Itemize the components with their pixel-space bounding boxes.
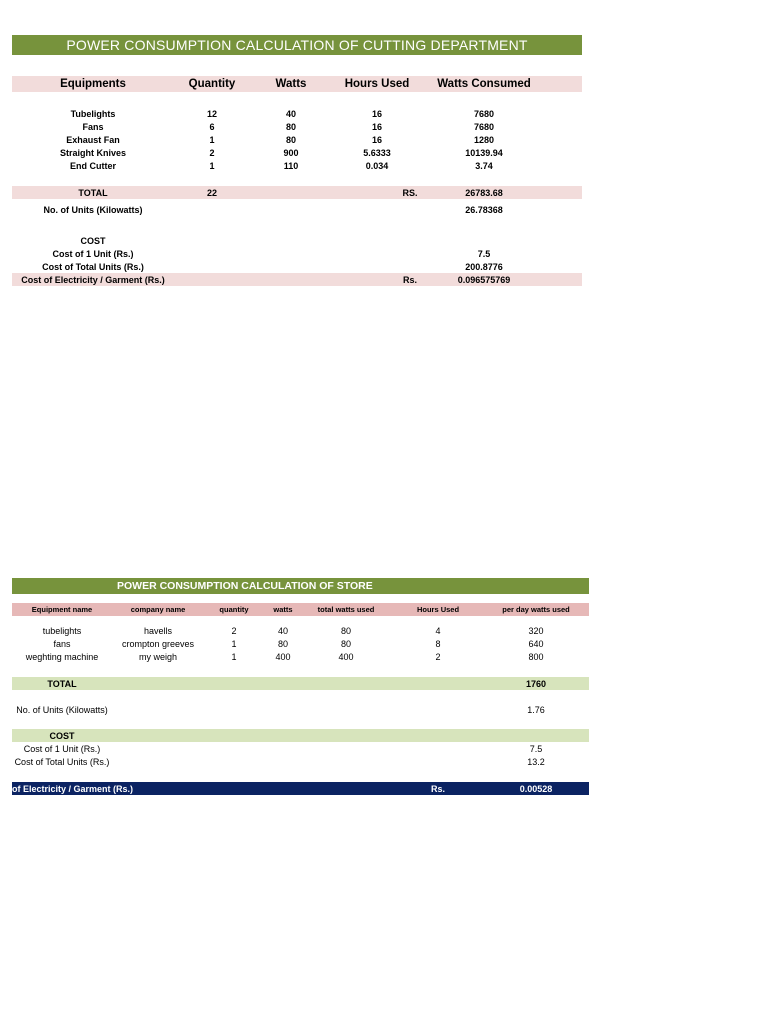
cell-per-day: 640: [528, 639, 544, 649]
cell-total-watts: 80: [340, 626, 352, 636]
cell-consumed: 7680: [473, 109, 495, 119]
cell-quantity: 1: [231, 639, 237, 649]
cell-equipment: tubelights: [42, 626, 82, 636]
cell-per-day: 320: [528, 626, 544, 636]
cell-per-day: 800: [528, 652, 544, 662]
cell-hours: 5.6333: [363, 148, 391, 158]
cutting-cost-unit-label: Cost of 1 Unit (Rs.): [52, 249, 134, 259]
cutting-title: POWER CONSUMPTION CALCULATION OF CUTTING DEPARTMENT: [12, 35, 582, 55]
cell-quantity: 2: [231, 626, 237, 636]
cell-hours: 16: [371, 109, 383, 119]
cutting-header-quantity: Quantity: [188, 78, 236, 90]
cell-equipment: Straight Knives: [59, 148, 127, 158]
store-units-label: No. of Units (Kilowatts): [16, 705, 108, 715]
store-header-company: company name: [130, 605, 186, 614]
cell-consumed: 1280: [473, 135, 495, 145]
cell-hours: 16: [371, 135, 383, 145]
cell-equipment: weghting machine: [25, 652, 99, 662]
store-units-value: 1.76: [527, 705, 545, 715]
store-header-quantity: quantity: [219, 605, 249, 614]
cell-consumed: 10139.94: [465, 148, 503, 158]
cutting-cost-garment-currency: Rs.: [402, 275, 418, 285]
cell-company: havells: [143, 626, 173, 636]
store-total-value: 1760: [525, 679, 547, 689]
store-header-equipment: Equipment name: [31, 605, 93, 614]
cell-equipment: Exhaust Fan: [66, 135, 120, 145]
store-cost-garment-currency: Rs.: [430, 784, 446, 794]
store-header-row: [12, 603, 589, 616]
cutting-cost-garment-label: Cost of Electricity / Garment (Rs.): [21, 275, 165, 285]
cell-quantity: 12: [206, 109, 218, 119]
cutting-header-hours: Hours Used: [344, 78, 410, 90]
cell-total-watts: 80: [340, 639, 352, 649]
cutting-cost-total-label: Cost of Total Units (Rs.): [42, 262, 144, 272]
cell-quantity: 1: [209, 135, 215, 145]
cutting-header-consumed: Watts Consumed: [437, 78, 531, 90]
cutting-total-quantity: 22: [206, 188, 218, 198]
cell-hours: 0.034: [365, 161, 389, 171]
cell-consumed: 7680: [473, 122, 495, 132]
cell-equipment: Tubelights: [70, 109, 116, 119]
cell-equipment: Fans: [82, 122, 104, 132]
cell-total-watts: 400: [338, 652, 354, 662]
cell-watts: 400: [275, 652, 291, 662]
cell-company: my weigh: [138, 652, 178, 662]
cutting-header-equipments: Equipments: [60, 78, 126, 90]
store-total-band: [12, 677, 589, 690]
store-cost-unit-value: 7.5: [529, 744, 543, 754]
cutting-total-label: TOTAL: [78, 188, 108, 198]
cell-company: crompton greeves: [121, 639, 195, 649]
store-cost-heading: COST: [49, 731, 75, 741]
cell-hours: 4: [435, 626, 441, 636]
cell-hours: 2: [435, 652, 441, 662]
store-cost-garment-value: 0.00528: [519, 784, 553, 794]
cell-equipment: fans: [53, 639, 71, 649]
cell-watts: 110: [283, 161, 299, 171]
cell-quantity: 1: [231, 652, 237, 662]
cutting-cost-heading: COST: [80, 236, 106, 246]
cell-equipment: End Cutter: [70, 161, 116, 171]
store-header-total-watts: total watts used: [317, 605, 375, 614]
cell-quantity: 2: [209, 148, 215, 158]
cell-watts: 80: [285, 122, 297, 132]
cell-watts: 80: [277, 639, 289, 649]
cutting-header-watts: Watts: [275, 78, 307, 90]
cell-hours: 16: [371, 122, 383, 132]
cutting-total-currency: RS.: [402, 188, 418, 198]
store-cost-unit-label: Cost of 1 Unit (Rs.): [23, 744, 101, 754]
store-cost-total-value: 13.2: [527, 757, 545, 767]
store-header-hours: Hours Used: [416, 605, 460, 614]
cutting-units-label: No. of Units (Kilowatts): [43, 205, 143, 215]
store-header-watts: watts: [273, 605, 293, 614]
cell-consumed: 3.74: [475, 161, 493, 171]
cutting-cost-total-value: 200.8776: [465, 262, 503, 272]
cutting-total-value: 26783.68: [465, 188, 503, 198]
store-cost-garment-label: of Electricity / Garment (Rs.): [12, 784, 134, 794]
store-cost-band: [12, 729, 589, 742]
cutting-cost-garment-value: 0.096575769: [457, 275, 511, 285]
cell-watts: 40: [285, 109, 297, 119]
store-total-label: TOTAL: [47, 679, 77, 689]
cutting-units-value: 26.78368: [465, 205, 503, 215]
store-cost-total-label: Cost of Total Units (Rs.): [14, 757, 110, 767]
store-header-per-day: per day watts used: [502, 605, 570, 614]
cell-watts: 80: [285, 135, 297, 145]
cell-hours: 8: [435, 639, 441, 649]
cell-quantity: 1: [209, 161, 215, 171]
cell-quantity: 6: [209, 122, 215, 132]
cutting-cost-unit-value: 7.5: [477, 249, 491, 259]
cell-watts: 900: [283, 148, 299, 158]
cell-watts: 40: [277, 626, 289, 636]
store-title: [12, 578, 589, 594]
store-title-text: POWER CONSUMPTION CALCULATION OF STORE: [117, 580, 373, 592]
cutting-header-row: [12, 76, 582, 92]
